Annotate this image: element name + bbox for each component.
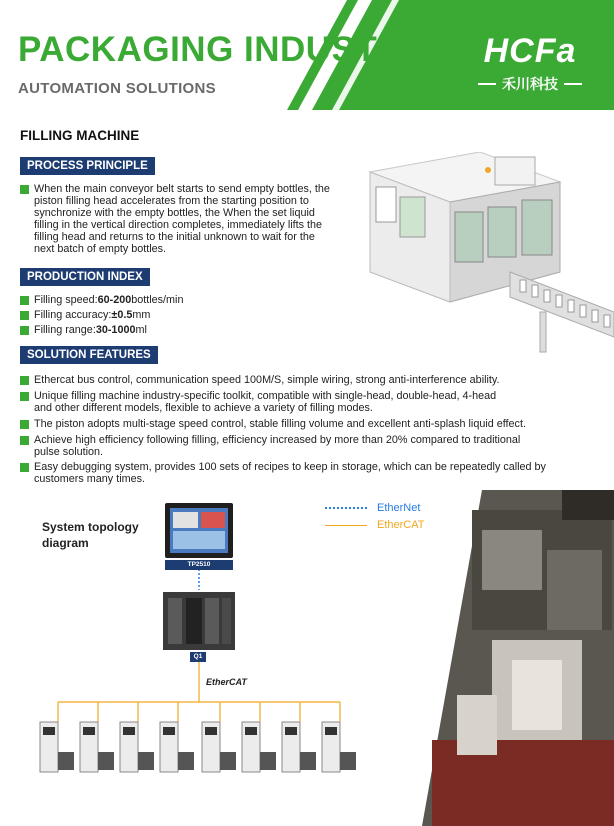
bullet-square-icon	[20, 392, 29, 401]
legend-ethercat: EtherCAT	[325, 519, 424, 531]
feature-item: The piston adopts multi-stage speed control, stable filling volume and excellent anti-splash liquid effect.	[20, 418, 526, 430]
solution-features-label: SOLUTION FEATURES	[20, 346, 158, 364]
page-title: PACKAGING INDUSTRY	[18, 30, 426, 69]
process-line: filling head and returns to the initial unknown to wait for the	[34, 231, 315, 243]
production-item: Filling range: 30-1000 ml	[20, 324, 147, 336]
feature-item: Achieve high efficiency following filling, efficiency increased by more than 20% compared to traditional pulse solution.	[20, 434, 520, 458]
bullet-square-icon	[20, 185, 29, 194]
plc-model-label: Q1	[190, 652, 206, 662]
filling-machine-illustration	[360, 152, 614, 372]
topology-title: System topology diagram	[42, 520, 139, 550]
process-line: next batch of empty bottles.	[34, 243, 167, 255]
production-index-label: PRODUCTION INDEX	[20, 268, 150, 286]
process-paragraph	[20, 183, 360, 255]
bullet-square-icon	[20, 463, 29, 472]
process-line: When the main conveyor belt starts to send empty bottles, the	[34, 183, 330, 195]
ethercat-logo-text: EtherCAT	[206, 677, 247, 687]
process-principle-label: PROCESS PRINCIPLE	[20, 157, 155, 175]
bullet-square-icon	[20, 296, 29, 305]
logo-chinese	[466, 74, 594, 94]
bullet-square-icon	[20, 420, 29, 429]
bullet-square-icon	[20, 376, 29, 385]
logo-mark: HCFa	[483, 32, 577, 70]
section-title: FILLING MACHINE	[20, 128, 140, 143]
feature-item: Unique filling machine industry-specific toolkit, compatible with single-head, double-head, 4-head and other different models, flexible to achieve a variety of filling modes.	[20, 390, 496, 414]
bullet-square-icon	[20, 311, 29, 320]
bullet-square-icon	[20, 436, 29, 445]
bullet-square-icon	[20, 326, 29, 335]
process-line: piston filling head accelerates from the starting position to	[34, 195, 309, 207]
page-header	[0, 0, 614, 110]
hmi-model-label: TP2510	[165, 560, 233, 570]
legend-ethernet: EtherNet	[325, 502, 420, 514]
process-line: filling in the vertical direction completes, immediately lifts the	[34, 219, 323, 231]
servo-drive-icons	[40, 722, 356, 772]
feature-item: Easy debugging system, provides 100 sets of recipes to keep in storage, which can be repeatedly called by customers many times.	[20, 461, 546, 485]
production-item: Filling speed: 60-200 bottles/min	[20, 294, 183, 306]
process-line: synchronize with the empty bottles, the When the set liquid	[34, 207, 315, 219]
page-subtitle: AUTOMATION SOLUTIONS	[18, 80, 216, 97]
machine-photo	[362, 490, 614, 826]
hcfa-logo	[466, 34, 594, 94]
topology-diagram	[0, 490, 362, 826]
ethercat-drop-lines	[58, 702, 340, 722]
production-item: Filling accuracy: ±0.5 mm	[20, 309, 150, 321]
logo-chinese-text: 禾川科技	[502, 76, 558, 92]
feature-item: Ethercat bus control, communication speed 100M/S, simple wiring, strong anti-interference ability.	[20, 374, 499, 386]
